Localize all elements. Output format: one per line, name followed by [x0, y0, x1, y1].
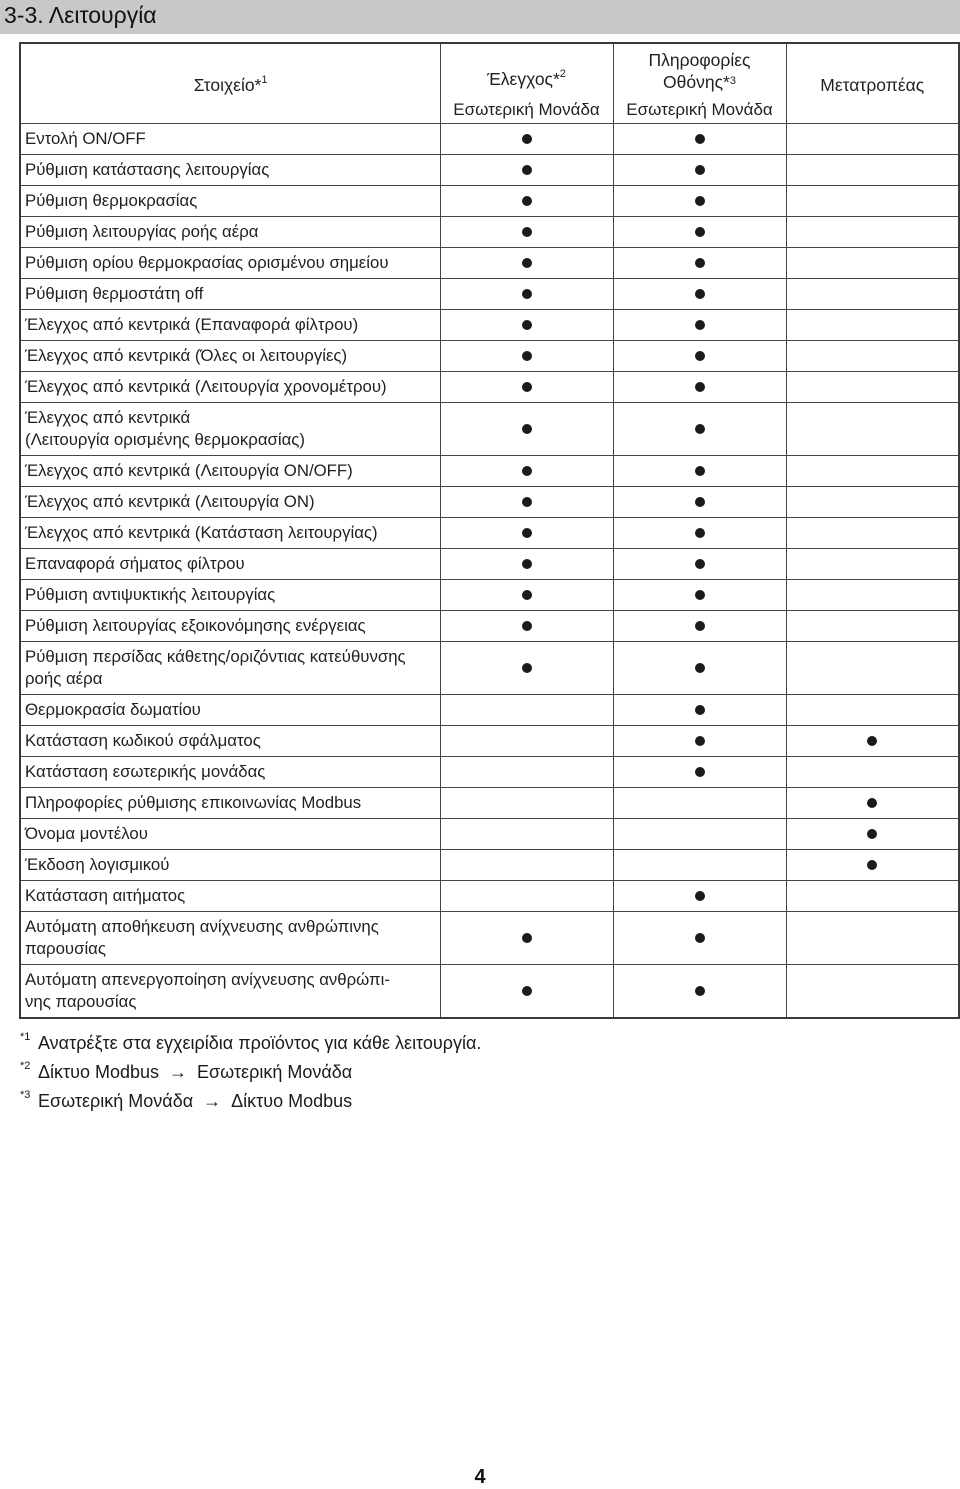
- bullet-icon: [695, 891, 705, 901]
- cell-control: [440, 549, 613, 580]
- cell-info: [613, 155, 786, 186]
- cell-control: [440, 611, 613, 642]
- row-item-label: Έλεγχος από κεντρικά (Λειτουργία ON/OFF): [20, 456, 440, 487]
- table-row: [20, 217, 959, 248]
- cell-info: [613, 580, 786, 611]
- row-item-label: Πληροφορίες ρύθμισης επικοινωνίας Modbus: [20, 788, 440, 819]
- row-item-label: Ρύθμιση λειτουργίας ροής αέρα: [20, 217, 440, 248]
- bullet-icon: [695, 196, 705, 206]
- cell-info: [613, 518, 786, 549]
- bullet-icon: [867, 736, 877, 746]
- bullet-icon: [522, 258, 532, 268]
- cell-info: [613, 186, 786, 217]
- bullet-icon: [522, 497, 532, 507]
- cell-control: [440, 248, 613, 279]
- cell-converter: [786, 310, 959, 341]
- cell-converter: [786, 279, 959, 310]
- bullet-icon: [522, 621, 532, 631]
- bullet-icon: [695, 134, 705, 144]
- cell-control: [440, 819, 613, 850]
- cell-converter: [786, 881, 959, 912]
- cell-info: [613, 965, 786, 1018]
- cell-converter: [786, 726, 959, 757]
- row-item-label: Κατάσταση κωδικού σφάλματος: [20, 726, 440, 757]
- cell-info: [613, 549, 786, 580]
- cell-info: [613, 726, 786, 757]
- cell-info: [613, 912, 786, 965]
- cell-info: [613, 788, 786, 819]
- bullet-icon: [695, 590, 705, 600]
- bullet-icon: [695, 382, 705, 392]
- cell-info: [613, 310, 786, 341]
- row-item-label: Έκδοση λογισμικού: [20, 850, 440, 881]
- footnotes: [20, 1029, 481, 1116]
- table-row: [20, 518, 959, 549]
- row-item-label: Όνομα μοντέλου: [20, 819, 440, 850]
- footnote-1: *1 Ανατρέξτε στα εγχειρίδια προϊόντος για κάθε λειτουργία.: [20, 1031, 482, 1053]
- bullet-icon: [695, 258, 705, 268]
- row-item-label: Ρύθμιση κατάστασης λειτουργίας: [20, 155, 440, 186]
- cell-info: [613, 757, 786, 788]
- row-item-label: Έλεγχος από κεντρικά (Όλες οι λειτουργίες): [20, 341, 440, 372]
- table-row: [20, 850, 959, 881]
- cell-control: [440, 341, 613, 372]
- bullet-icon: [522, 227, 532, 237]
- row-item-label: Κατάσταση αιτήματος: [20, 881, 440, 912]
- row-item-label: Ρύθμιση λειτουργίας εξοικονόμησης ενέργειας: [20, 611, 440, 642]
- cell-control: [440, 487, 613, 518]
- bullet-icon: [522, 320, 532, 330]
- bullet-icon: [522, 424, 532, 434]
- cell-converter: [786, 912, 959, 965]
- cell-converter: [786, 580, 959, 611]
- bullet-icon: [522, 986, 532, 996]
- cell-control: [440, 217, 613, 248]
- cell-control: [440, 757, 613, 788]
- cell-info: [613, 881, 786, 912]
- bullet-icon: [522, 528, 532, 538]
- bullet-icon: [695, 767, 705, 777]
- cell-converter: [786, 186, 959, 217]
- cell-control: [440, 403, 613, 456]
- table-row: [20, 757, 959, 788]
- bullet-icon: [522, 351, 532, 361]
- header-converter: Μετατροπέας: [786, 43, 959, 124]
- table-row: [20, 186, 959, 217]
- table-row: [20, 695, 959, 726]
- row-item-label: Αυτόματη αποθήκευση ανίχνευσης ανθρώπινης παρουσίας: [20, 912, 440, 965]
- arrow-right-icon: →: [169, 1062, 188, 1082]
- bullet-icon: [867, 798, 877, 808]
- bullet-icon: [522, 559, 532, 569]
- bullet-icon: [695, 736, 705, 746]
- cell-info: [613, 456, 786, 487]
- bullet-icon: [522, 663, 532, 673]
- bullet-icon: [695, 165, 705, 175]
- cell-control: [440, 642, 613, 695]
- bullet-icon: [695, 227, 705, 237]
- row-item-label: Ρύθμιση θερμοκρασίας: [20, 186, 440, 217]
- table-row: [20, 403, 959, 456]
- row-item-label: Εντολή ON/OFF: [20, 124, 440, 155]
- bullet-icon: [695, 424, 705, 434]
- cell-converter: [786, 788, 959, 819]
- cell-control: [440, 850, 613, 881]
- row-item-label: Ρύθμιση αντιψυκτικής λειτουργίας: [20, 580, 440, 611]
- cell-control: [440, 695, 613, 726]
- bullet-icon: [867, 860, 877, 870]
- cell-converter: [786, 757, 959, 788]
- cell-converter: [786, 487, 959, 518]
- cell-info: [613, 124, 786, 155]
- cell-control: [440, 912, 613, 965]
- cell-control: [440, 881, 613, 912]
- cell-control: [440, 788, 613, 819]
- cell-converter: [786, 456, 959, 487]
- table-row: [20, 310, 959, 341]
- bullet-icon: [695, 466, 705, 476]
- cell-control: [440, 186, 613, 217]
- cell-converter: [786, 124, 959, 155]
- cell-info: [613, 487, 786, 518]
- header-item: Στοιχείο*$^1$: [20, 43, 440, 124]
- cell-converter: [786, 248, 959, 279]
- bullet-icon: [522, 196, 532, 206]
- bullet-icon: [522, 289, 532, 299]
- bullet-icon: [695, 528, 705, 538]
- row-item-label: Αυτόματη απενεργοποίηση ανίχνευσης ανθρώπι- νης παρουσίας: [20, 965, 440, 1018]
- cell-control: [440, 124, 613, 155]
- row-item-label: Έλεγχος από κεντρικά (Λειτουργία ορισμένης θερμοκρασίας): [20, 403, 440, 456]
- row-item-label: Έλεγχος από κεντρικά (Λειτουργία ON): [20, 487, 440, 518]
- cell-converter: [786, 819, 959, 850]
- header-control-indoor-unit: Εσωτερική Μονάδα: [440, 96, 613, 124]
- cell-info: [613, 217, 786, 248]
- bullet-icon: [695, 663, 705, 673]
- bullet-icon: [695, 320, 705, 330]
- cell-control: [440, 372, 613, 403]
- bullet-icon: [695, 621, 705, 631]
- table-row: [20, 611, 959, 642]
- bullet-icon: [695, 289, 705, 299]
- bullet-icon: [522, 382, 532, 392]
- table-body: [20, 124, 959, 1018]
- cell-control: [440, 456, 613, 487]
- table-row: [20, 124, 959, 155]
- header-control: Έλεγχος*$^2$: [440, 43, 613, 96]
- cell-info: [613, 695, 786, 726]
- cell-info: [613, 403, 786, 456]
- footnote-2: *2 Δίκτυο Modbus → Εσωτερική Μονάδα: [20, 1058, 481, 1087]
- table-row: [20, 965, 959, 1018]
- row-item-label: Έλεγχος από κεντρικά (Κατάσταση λειτουργίας): [20, 518, 440, 549]
- table-row: [20, 279, 959, 310]
- table-row: [20, 248, 959, 279]
- table-row: [20, 788, 959, 819]
- table-row: [20, 549, 959, 580]
- cell-converter: [786, 341, 959, 372]
- cell-converter: [786, 611, 959, 642]
- cell-converter: [786, 155, 959, 186]
- cell-control: [440, 155, 613, 186]
- row-item-label: Ρύθμιση περσίδας κάθετης/οριζόντιας κατεύθυνσης ροής αέρα: [20, 642, 440, 695]
- cell-converter: [786, 965, 959, 1018]
- bullet-icon: [695, 497, 705, 507]
- row-item-label: Επαναφορά σήματος φίλτρου: [20, 549, 440, 580]
- cell-control: [440, 310, 613, 341]
- bullet-icon: [695, 559, 705, 569]
- cell-info: [613, 248, 786, 279]
- bullet-icon: [522, 134, 532, 144]
- cell-info: [613, 819, 786, 850]
- bullet-icon: [522, 590, 532, 600]
- bullet-icon: [867, 829, 877, 839]
- cell-converter: [786, 549, 959, 580]
- table-row: [20, 881, 959, 912]
- bullet-icon: [522, 466, 532, 476]
- cell-info: [613, 850, 786, 881]
- cell-info: [613, 279, 786, 310]
- table-row: [20, 642, 959, 695]
- header-info-indoor-unit: Εσωτερική Μονάδα: [613, 96, 786, 124]
- bullet-icon: [522, 165, 532, 175]
- row-item-label: Ρύθμιση θερμοστάτη off: [20, 279, 440, 310]
- bullet-icon: [522, 933, 532, 943]
- table-row: [20, 726, 959, 757]
- footnote-3: *3 Εσωτερική Μονάδα → Δίκτυο Modbus: [20, 1087, 481, 1116]
- row-item-label: Κατάσταση εσωτερικής μονάδας: [20, 757, 440, 788]
- cell-info: [613, 611, 786, 642]
- table-row: [20, 487, 959, 518]
- function-table: [19, 42, 960, 1019]
- row-item-label: Έλεγχος από κεντρικά (Επαναφορά φίλτρου): [20, 310, 440, 341]
- cell-converter: [786, 217, 959, 248]
- bullet-icon: [695, 933, 705, 943]
- row-item-label: Ρύθμιση ορίου θερμοκρασίας ορισμένου σημείου: [20, 248, 440, 279]
- cell-control: [440, 965, 613, 1018]
- cell-info: [613, 642, 786, 695]
- header-display-info: Πληροφορίες Οθόνης*$^3$: [613, 43, 786, 96]
- cell-converter: [786, 518, 959, 549]
- arrow-right-icon: →: [203, 1091, 222, 1111]
- bullet-icon: [695, 705, 705, 715]
- cell-control: [440, 518, 613, 549]
- page-title: 3-3. Λειτουργία: [0, 0, 960, 34]
- table-row: [20, 341, 959, 372]
- table-row: [20, 580, 959, 611]
- table-row: [20, 456, 959, 487]
- cell-converter: [786, 850, 959, 881]
- page-number: 4: [474, 1466, 486, 1488]
- cell-converter: [786, 403, 959, 456]
- cell-control: [440, 279, 613, 310]
- cell-info: [613, 341, 786, 372]
- cell-converter: [786, 695, 959, 726]
- cell-converter: [786, 642, 959, 695]
- bullet-icon: [695, 986, 705, 996]
- row-item-label: Έλεγχος από κεντρικά (Λειτουργία χρονομέτρου): [20, 372, 440, 403]
- table-row: [20, 819, 959, 850]
- cell-control: [440, 726, 613, 757]
- cell-info: [613, 372, 786, 403]
- row-item-label: Θερμοκρασία δωματίου: [20, 695, 440, 726]
- cell-converter: [786, 372, 959, 403]
- cell-control: [440, 580, 613, 611]
- table-row: [20, 912, 959, 965]
- bullet-icon: [695, 351, 705, 361]
- table-row: [20, 155, 959, 186]
- table-row: [20, 372, 959, 403]
